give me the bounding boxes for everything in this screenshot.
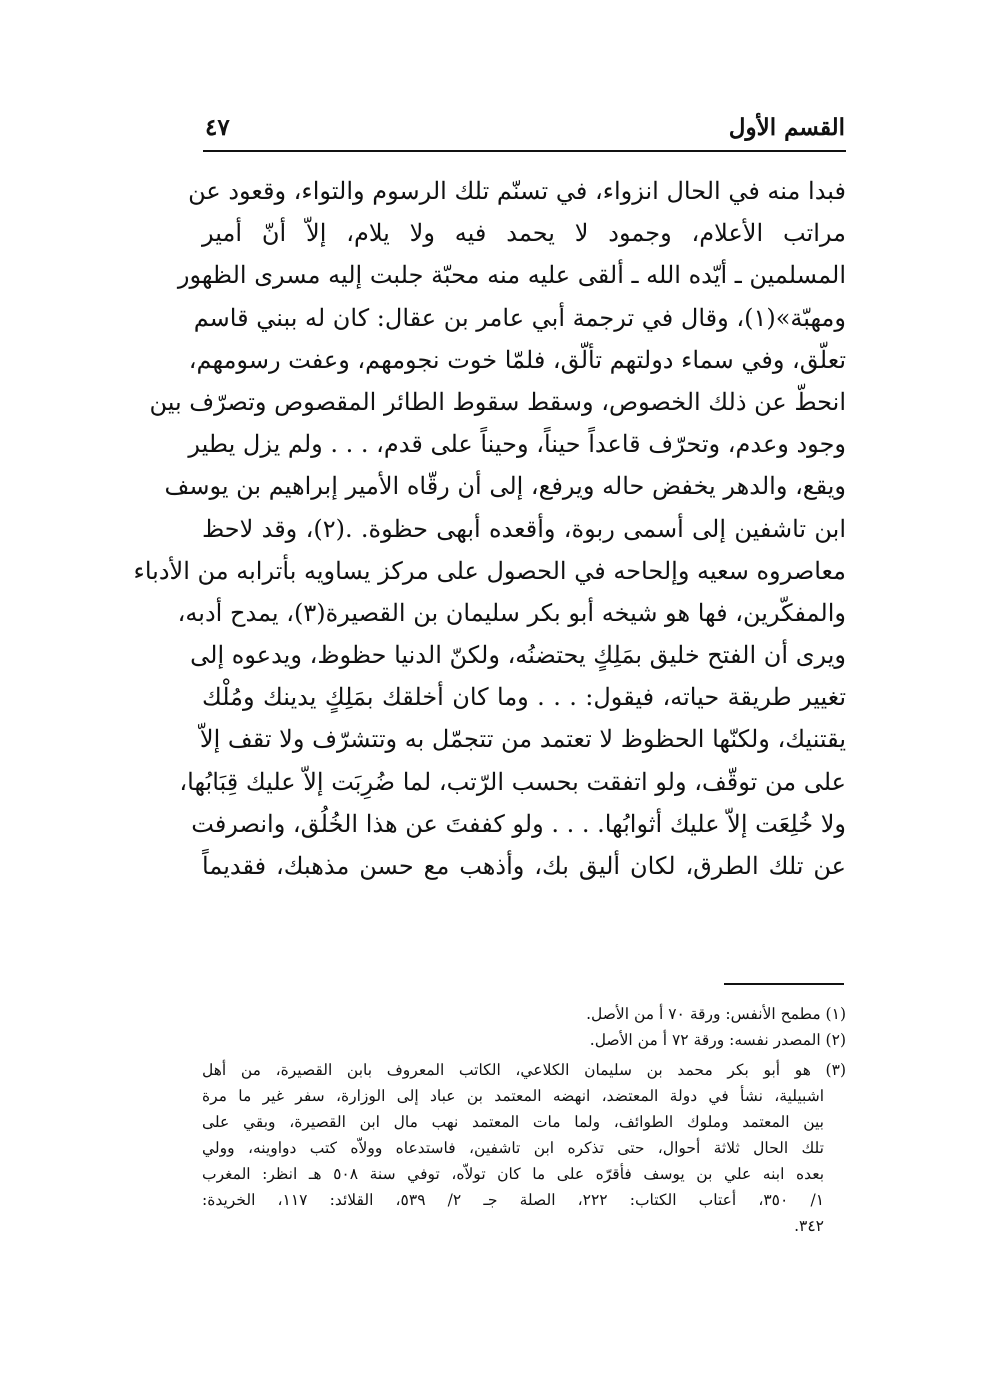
text-line: وجود وعدم، وتحرّف قاعداً حيناً، وحيناً على قدم، . . . ولم يزل يطير — [188, 430, 846, 459]
text-line: مراتب الأعلام، وجمود لا يحمد فيه ولا يلام، إلاّ أنّ أمير — [202, 219, 846, 248]
text-line: فبدا منه في الحال انزواء، في تسنّم تلك الرسوم والتواء، وقعود عن — [188, 177, 846, 205]
text-line: على من توقّف، ولو اتفقت بحسب الرّتب، لما ضُرِبَت إلاّ عليك قِبَابُها، — [179, 767, 846, 796]
footnote-3-line: تلك الحال ثلاثة أحوال، حتى تذكره ابن تاشفين، فاستدعاه وولاّه كتب دواوينه، وولي — [202, 1139, 824, 1157]
footnote-3-line: ٣٤٢. — [794, 1217, 824, 1235]
text-line: المسلمين ـ أيّده الله ـ ألقى عليه منه محبّة جلبت إليه مسرى الظهور — [177, 261, 846, 290]
footnote-3-line: ١/ ٣٥٠، أعتاب الكتاب: ٢٢٢، الصلة جـ ٢/ ٥٣٩، القلائد: ١١٧، الخريدة: — [202, 1191, 825, 1209]
text-line: تعلّق، وفي سماء دولتهم تألّق، فلمّا خوت نجومهم، وعفت رسومهم، — [188, 345, 846, 374]
text-line: معاصروه سعيه وإلحاحه في الحصول على مركز يساويه بأترابه من الأدباء — [133, 556, 846, 585]
footnote-2: (٢) المصدر نفسه: ورقة ٧٢ أ من الأصل. — [589, 1031, 846, 1049]
footnote-1: (١) مطمح الأنفس: ورقة ٧٠ أ من الأصل. — [586, 1005, 846, 1023]
text-line: تغيير طريقة حياته، فيقول: . . . وما كان أخلقك بمَلِكٍ يدينك ومُلْك — [202, 683, 846, 712]
footnotes — [202, 1001, 846, 1239]
text-line: ومهبّة»(١)، وقال في ترجمة أبي عامر بن عقال: كان له ببني قاسم — [193, 303, 846, 332]
running-header — [205, 112, 845, 152]
text-line: ولا خُلِعَت إلاّ عليك أثوابُها. . . . ولو كففتَ عن هذا الخُلُق، وانصرفت — [191, 809, 846, 838]
footnote-3-line: (٣) هو أبو بكر محمد بن سليمان الكلاعي، الكاتب المعروف بابن القصيرة، من أهل — [202, 1061, 846, 1079]
text-line: ابن تاشفين إلى أسمى ربوة، وأقعده أبهى حظوة. .(٢)، وقد لاحظ — [202, 514, 846, 543]
footnote-3-line: بعده ابنه علي بن يوسف فأقرّه على ما كان تولاّه، توفي سنة ٥٠٨ هـ انظر: المغرب — [202, 1165, 825, 1183]
main-text — [133, 170, 846, 887]
text-line: عن تلك الطرق، لكان أليق بك، وأذهب مع حسن مذهبك، فقديماً — [202, 852, 846, 880]
text-line: ويقع، والدهر يخفض حاله ويرفع، إلى أن رقّاه الأمير إبراهيم بن يوسف — [164, 472, 846, 501]
footnote-3-line: اشبيلية، نشأ في دولة المعتضد، انهضه المعتمد بن عباد إلى الوزارة، سفر غير ما مرة — [202, 1087, 824, 1105]
text-line: والمفكّرين، فها هو شيخه أبو بكر سليمان بن القصيرة(٣)، يمدح أدبه، — [177, 598, 846, 627]
header-rule — [203, 150, 846, 152]
text-line: ويرى أن الفتح خليق بمَلِكٍ يحتضنُه، ولكنّ الدنيا حظوظ، ويدعوه إلى — [190, 641, 846, 670]
text-line: انحطّ عن ذلك الخصوص، وسقط سقوط الطائر المقصوص وتصرّف بين — [149, 387, 846, 416]
footnote-3-line: بين المعتمد وملوك الطوائف، ولما مات المعتمد نهب مال ابن القصيرة، وبقي على — [202, 1113, 824, 1131]
footnote-separator — [724, 983, 844, 985]
page-number: ٤٧ — [205, 114, 230, 141]
section-title: القسم الأول — [728, 114, 845, 141]
text-line: يقتنيك، ولكنّها الحظوظ لا تعتمد من تتجمّل به وتتشرّف ولا تقف إلاّ — [199, 725, 846, 754]
